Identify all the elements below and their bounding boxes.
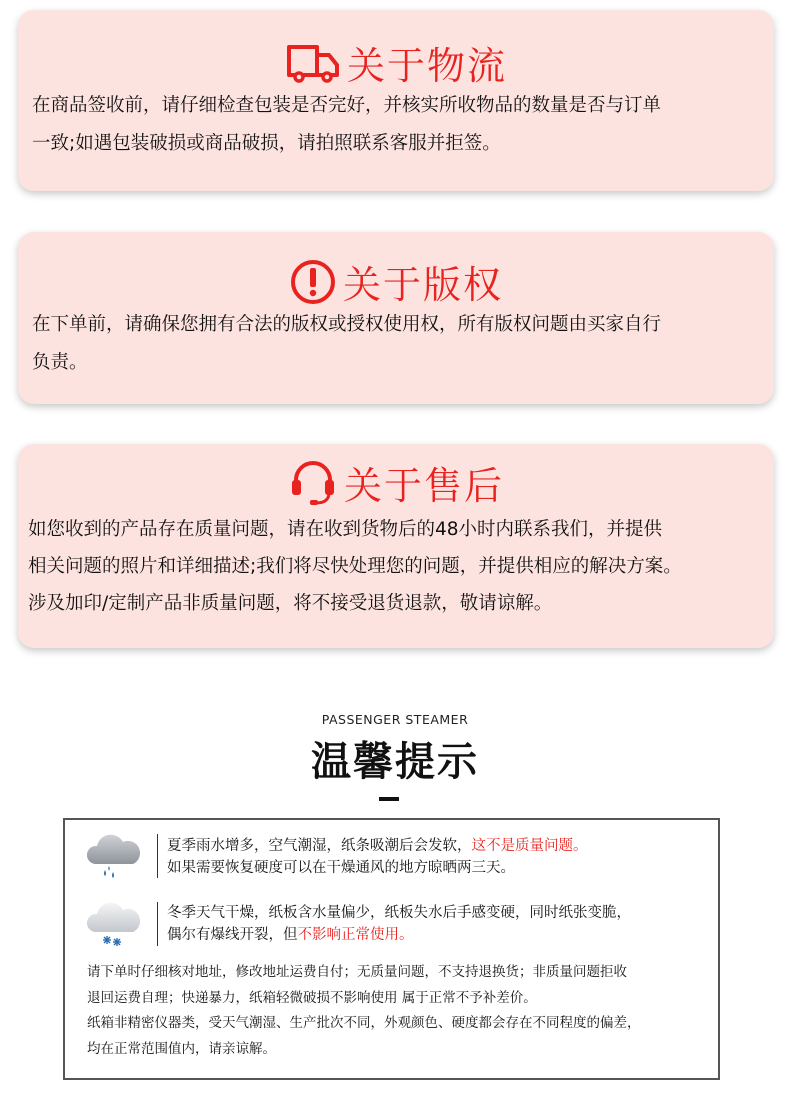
row-divider (157, 834, 158, 878)
after-sales-card-header (18, 455, 774, 510)
copyright-text-line: 负责。 (32, 352, 88, 373)
copyright-text-line: 在下单前，请确保您拥有合法的版权或授权使用权，所有版权问题由买家自行 (32, 314, 662, 335)
logistics-text-line: 一致;如遇包装破损或商品破损，请拍照联系客服并拒签。 (32, 133, 501, 154)
notice-line: 均在正常范围值内，请亲谅解。 (87, 1040, 276, 1057)
logistics-card-header (18, 35, 774, 90)
winter-tip-highlight: 不影响正常使用。 (297, 927, 414, 943)
snow-cloud-icon (83, 896, 143, 956)
summer-tip-line: 如果需要恢复硬度可以在干燥通风的地方晾晒两三天。 (167, 860, 515, 876)
notice-box (63, 818, 720, 1080)
notice-line: 请下单时仔细核对地址，修改地址运费自付；无质量问题，不支持退换货；非质量问题拒收 (87, 964, 627, 980)
winter-tip-line: 冬季天气干燥，纸板含水量偏少，纸板失水后手感变硬，同时纸张变脆， (167, 905, 631, 921)
rain-cloud-icon (83, 830, 143, 886)
logistics-card (18, 10, 774, 191)
logistics-text-line: 在商品签收前，请仔细检查包装是否完好，并核实所收物品的数量是否与订单 (32, 95, 662, 116)
copyright-card-title: 关于版权 (342, 263, 503, 307)
exclamation-circle-icon (289, 258, 337, 306)
copyright-card (18, 232, 774, 404)
after-sales-text-line: 涉及加印/定制产品非质量问题，将不接受退货退款，敬请谅解。 (28, 593, 553, 614)
tips-divider (379, 797, 399, 801)
winter-tip-line: 偶尔有爆线开裂，但 (167, 927, 298, 943)
summer-tip-row (65, 830, 718, 890)
tips-title: 温馨提示 (311, 739, 479, 785)
row-divider (157, 902, 158, 946)
summer-tip-text (167, 835, 588, 879)
summer-tip-line: 夏季雨水增多，空气潮湿，纸条吸潮后会发软， (167, 838, 472, 854)
copyright-card-text (32, 306, 764, 382)
winter-tip-row (65, 896, 718, 956)
truck-icon (285, 43, 341, 83)
after-sales-card-title: 关于售后 (343, 464, 504, 508)
copyright-card-header (18, 254, 774, 309)
notice-line: 纸箱非精密仪器类，受天气潮湿、生产批次不同，外观颜色、硬度都会存在不同程度的偏差， (87, 1015, 641, 1031)
after-sales-text-line: 如您收到的产品存在质量问题，请在收到货物后的48小时内联系我们，并提供 (28, 519, 663, 540)
after-sales-text-line: 相关问题的照片和详细描述;我们将尽快处理您的问题，并提供相应的解决方案。 (28, 556, 682, 577)
notice-paragraph (87, 960, 704, 1062)
after-sales-card-text (28, 511, 764, 622)
after-sales-card (18, 444, 774, 648)
logistics-card-text (32, 87, 764, 163)
tips-subtitle: PASSENGER STEAMER (321, 712, 469, 727)
winter-tip-text (167, 902, 631, 946)
headset-icon (288, 458, 338, 508)
notice-line: 退回运费自理；快递暴力，纸箱轻微破损不影响使用 属于正常不予补差价。 (87, 989, 537, 1006)
summer-tip-highlight: 这不是质量问题。 (471, 838, 588, 854)
logistics-card-title: 关于物流 (346, 44, 507, 88)
